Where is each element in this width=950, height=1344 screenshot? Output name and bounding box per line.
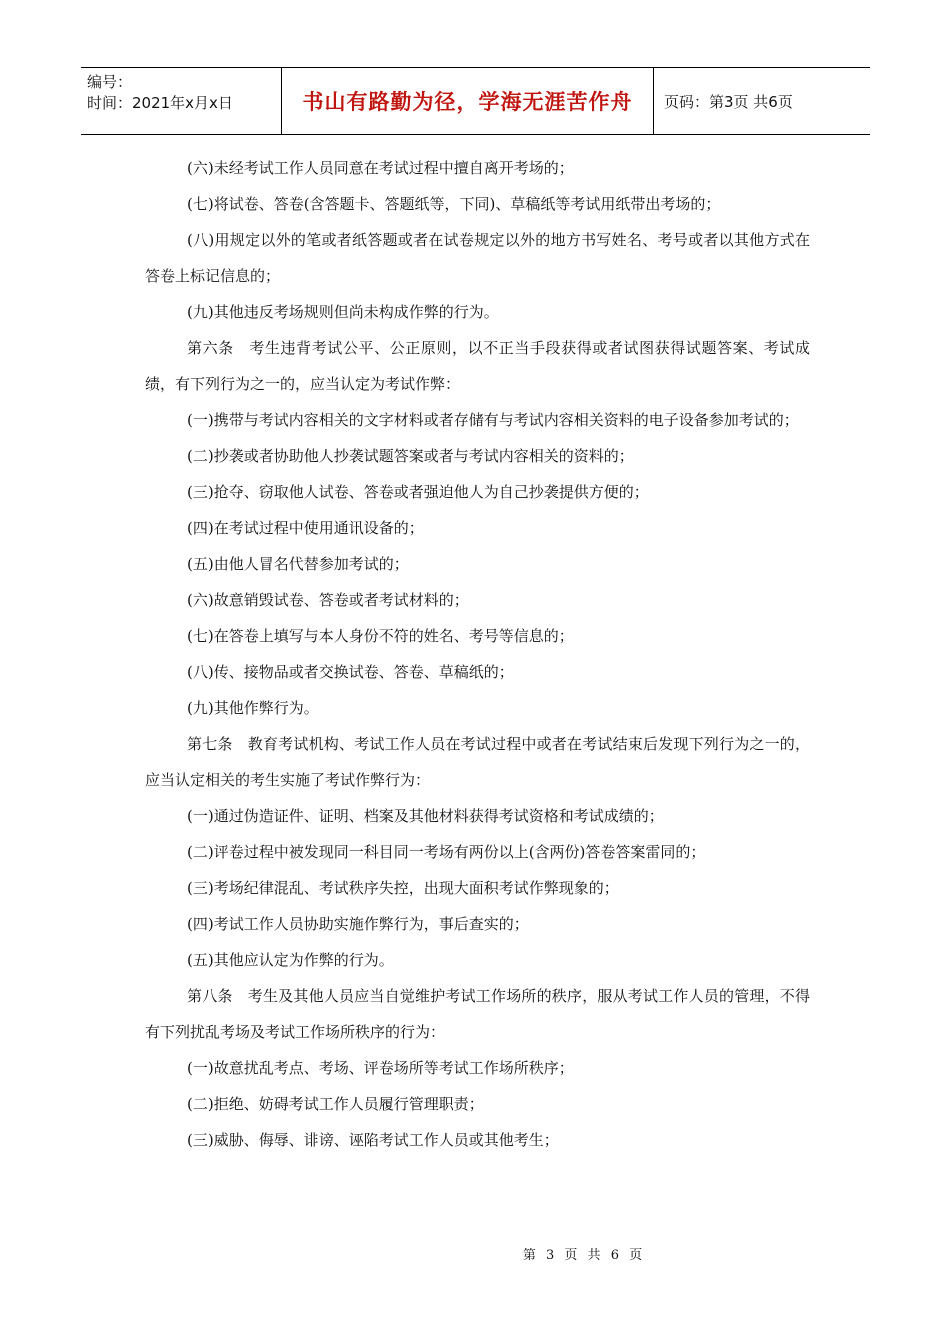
- article-paragraph: 第八条 考生及其他人员应当自觉维护考试工作场所的秩序，服从考试工作人员的管理，不得有下列扰乱考场及考试工作场所秩序的行为：: [145, 987, 810, 1041]
- paragraph: (四)考试工作人员协助实施作弊行为，事后查实的；: [187, 915, 529, 933]
- document-body: [145, 150, 810, 1158]
- paragraph: (三)抢夺、窃取他人试卷、答卷或者强迫他人为自己抄袭提供方便的；: [187, 483, 649, 501]
- paragraph: (八)传、接物品或者交换试卷、答卷、草稿纸的；: [187, 663, 514, 681]
- paragraph: (七)将试卷、答卷(含答题卡、答题纸等，下同)、草稿纸等考试用纸带出考场的；: [187, 195, 721, 213]
- paragraph: (八)用规定以外的笔或者纸答题或者在试卷规定以外的地方书写姓名、考号或者以其他方式在答卷上标记信息的；: [145, 231, 810, 285]
- paragraph: (六)未经考试工作人员同意在考试过程中擅自离开考场的；: [187, 159, 574, 177]
- paragraph: (一)通过伪造证件、证明、档案及其他材料获得考试资格和考试成绩的；: [187, 807, 664, 825]
- header-meta: [81, 68, 282, 134]
- paragraph: (三)威胁、侮辱、诽谤、诬陷考试工作人员或其他考生；: [187, 1131, 559, 1149]
- paragraph: (一)携带与考试内容相关的文字材料或者存储有与考试内容相关资料的电子设备参加考试的；: [187, 411, 799, 429]
- paragraph: (二)抄袭或者协助他人抄袭试题答案或者与考试内容相关的资料的；: [187, 447, 634, 465]
- paragraph: (九)其他违反考场规则但尚未构成作弊的行为。: [187, 303, 499, 321]
- page-header: [81, 67, 870, 135]
- paragraph: (二)评卷过程中被发现同一科目同一考场有两份以上(含两份)答卷答案雷同的；: [187, 843, 706, 861]
- document-time-label: 时间：2021年x月x日: [87, 94, 233, 112]
- paragraph: (四)在考试过程中使用通讯设备的；: [187, 519, 424, 537]
- header-motto: 书山有路勤为径，学海无涯苦作舟: [282, 68, 654, 134]
- header-page-info: 页码：第3页 共6页: [664, 92, 793, 111]
- document-number-label: 编号：: [87, 73, 133, 91]
- article-paragraph: 第六条 考生违背考试公平、公正原则，以不正当手段获得或者试图获得试题答案、考试成绩，有下列行为之一的，应当认定为考试作弊：: [145, 339, 810, 393]
- paragraph: (九)其他作弊行为。: [187, 699, 319, 717]
- paragraph: (三)考场纪律混乱、考试秩序失控，出现大面积考试作弊现象的；: [187, 879, 619, 897]
- paragraph: (六)故意销毁试卷、答卷或者考试材料的；: [187, 591, 469, 609]
- paragraph: (五)由他人冒名代替参加考试的；: [187, 555, 409, 573]
- paragraph: (二)拒绝、妨碍考试工作人员履行管理职责；: [187, 1095, 484, 1113]
- paragraph: (七)在答卷上填写与本人身份不符的姓名、考号等信息的；: [187, 627, 574, 645]
- article-paragraph: 第七条 教育考试机构、考试工作人员在考试过程中或者在考试结束后发现下列行为之一的，应当认定相关的考生实施了考试作弊行为：: [145, 735, 810, 789]
- paragraph: (一)故意扰乱考点、考场、评卷场所等考试工作场所秩序；: [187, 1059, 574, 1077]
- page-footer: 第 3 页 共 6 页: [522, 1248, 646, 1263]
- paragraph: (五)其他应认定为作弊的行为。: [187, 951, 394, 969]
